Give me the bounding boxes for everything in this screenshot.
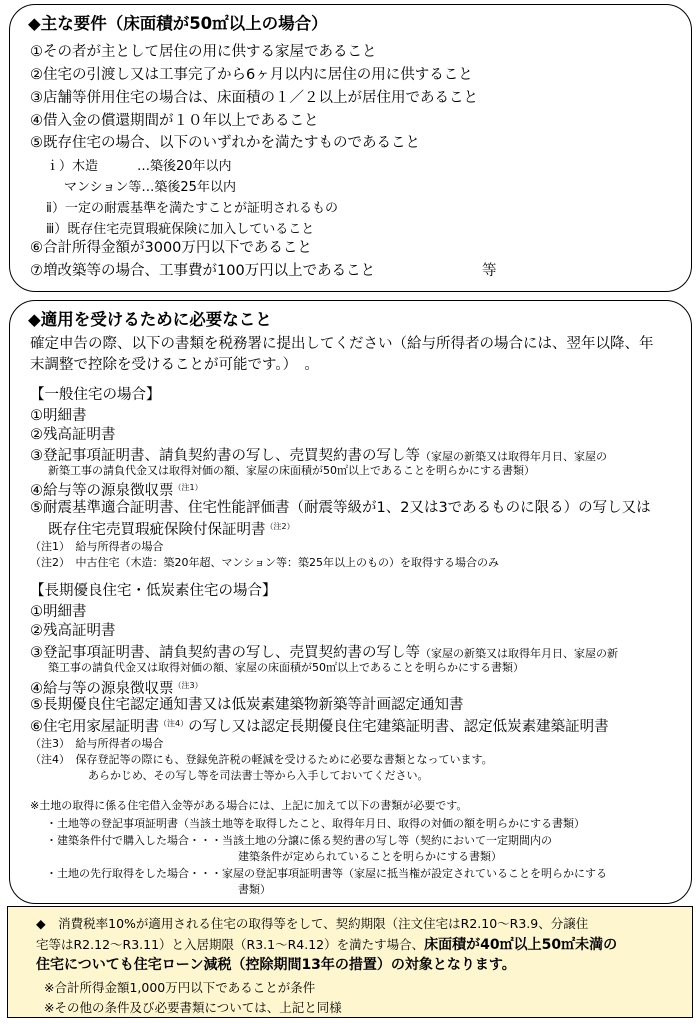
document-item [30,480,203,500]
land-note-item: ・土地等の登記事項証明書（当該土地等を取得したこと、取得年月日、取得の対価の額を明らかにする書類） [46,817,585,830]
document-item-detail: （家屋の新築又は取得年月日、家屋の新 [420,647,618,660]
document-item [30,445,607,465]
land-note-item: ・建築条件付で購入した場合・・・当該土地の分譲に係る契約書の写し等（契約において一定期間内の [46,834,552,847]
requirement-sub-item: ｉ）木造 …築後20年以内 [46,159,232,174]
document-item-detail: 築工事の請負代金又は取得対価の額、家屋の床面積が50㎡以上であることを明らかにする書類） [48,661,524,674]
requirement-etc: 等 [482,263,497,279]
tax-note-line [36,937,617,954]
land-note-item: 書類） [238,883,271,896]
land-note-item: ・土地の先行取得をした場合・・・家屋の登記事項証明書等（家屋に抵当権が設定されていることを明らかにする [46,867,607,880]
document-item: ⑤長期優良住宅認定通知書又は低炭素建築物新築等計画認定通知書 [30,697,464,713]
main-requirements-title: ◆主な要件（床面積が50㎡以上の場合） [28,14,328,33]
intro-text: 確定申告の際、以下の書類を税務署に提出してください（給与所得者の場合には、翌年以降、年 [30,336,654,352]
document-item-text: ⑥住宅用家屋証明書 [30,719,159,735]
document-item: ①明細書 [30,408,87,424]
document-item-text: の写し又は認定長期優良住宅建築証明書、認定低炭素建築証明書 [188,719,609,735]
requirement-item: ①その者が主として居住の用に供する家屋であること [30,44,377,60]
document-item-text: 既存住宅売買瑕疵保険付保証明書 [48,522,266,538]
footnote: （注2） 中古住宅（木造：築20年超、マンション等：築25年以上のもの）を取得する場合のみ [30,556,499,569]
footnote: （注1） 給与所得者の場合 [30,540,164,553]
tax-note-condition: ※その他の条件及び必要書類については、上記と同様 [44,1000,342,1015]
document-item: ①明細書 [30,604,87,620]
document-item [30,716,609,736]
document-item [30,642,618,662]
note-ref: （注3） [173,681,203,690]
document-item-text: ③登記事項証明書、請負契約書の写し、売買契約書の写し等 [30,448,420,464]
land-note-heading: ※土地の取得に係る住宅借入金等がある場合には、上記に加えて以下の書類が必要です。 [30,799,468,812]
tax-note-text: 宅等はR2.12～R3.11）と入居期限（R3.1～R4.12）を満たす場合、 [36,937,425,952]
required-documents-title: ◆適用を受けるために必要なこと [28,310,272,329]
document-item-text: ④給与等の源泉徴収票 [30,483,174,499]
requirement-item: ④借入金の償還期間が１０年以上であること [30,113,319,129]
note-ref: （注1） [173,483,203,492]
requirement-sub-item: ⅱ）一定の耐震基準を満たすことが証明されるもの [46,201,338,216]
requirement-item: ⑦増改築等の場合、工事費が100万円以上であること [30,263,376,279]
long-term-heading: 【長期優良住宅・低炭素住宅の場合】 [30,583,277,599]
land-note-item: 建築条件が定められていることを明らかにする書類） [238,850,502,863]
requirement-item: ⑥合計所得金額が3000万円以下であること [30,240,312,256]
note-ref: （注4） [159,719,189,728]
document-item: ②残高証明書 [30,623,116,639]
document-item: ②残高証明書 [30,427,116,443]
footnote: （注3） 給与所得者の場合 [30,737,164,750]
document-item-text: ③登記事項証明書、請負契約書の写し、売買契約書の写し等 [30,645,420,661]
document-item: ⑤耐震基準適合証明書、住宅性能評価書（耐震等級が1、2又は3であるものに限る）の写し又は [30,500,651,516]
requirement-sub-item: マンション等…築後25年以内 [64,180,236,195]
requirement-item: ③店舗等併用住宅の場合は、床面積の１／２以上が居住用であること [30,90,478,106]
document-item [48,519,295,539]
footnote: あらかじめ、その写し等を司法書士等から入手しておいてください。 [88,769,429,782]
tax-note-emphasis: 住宅についても住宅ローン減税（控除期間13年の措置）の対象となります。 [36,957,516,973]
requirement-sub-item: ⅲ）既存住宅売買瑕疵保険に加入していること [46,222,315,237]
footnote: （注4） 保存登記等の際にも、登録免許税の軽減を受けるために必要な書類となっています。 [30,753,493,766]
document-item-detail: 新築工事の請負代金又は取得対価の額、家屋の床面積が50㎡以上であることを明らかにする書類） [48,464,535,477]
intro-text: 末調整で控除を受けることが可能です。） 。 [30,357,319,373]
tax-note-condition: ※合計所得金額1,000万円以下であることが条件 [44,980,316,995]
tax-note-line: ◆ 消費税率10%が適用される住宅の取得等をして、契約期限（注文住宅はR2.10～R3.9、分譲住 [36,916,589,931]
document-item-detail: （家屋の新築又は取得年月日、家屋の [420,450,607,463]
document-item [30,678,203,698]
note-ref: （注2） [265,522,295,531]
general-heading: 【一般住宅の場合】 [30,387,161,403]
tax-note-emphasis: 床面積が40㎡以上50㎡未満の [424,937,618,953]
requirement-item: ⑤既存住宅の場合、以下のいずれかを満たすものであること [30,135,420,151]
requirement-item: ②住宅の引渡し又は工事完了から6ヶ月以内に居住の用に供すること [30,67,473,83]
document-item-text: ④給与等の源泉徴収票 [30,681,174,697]
